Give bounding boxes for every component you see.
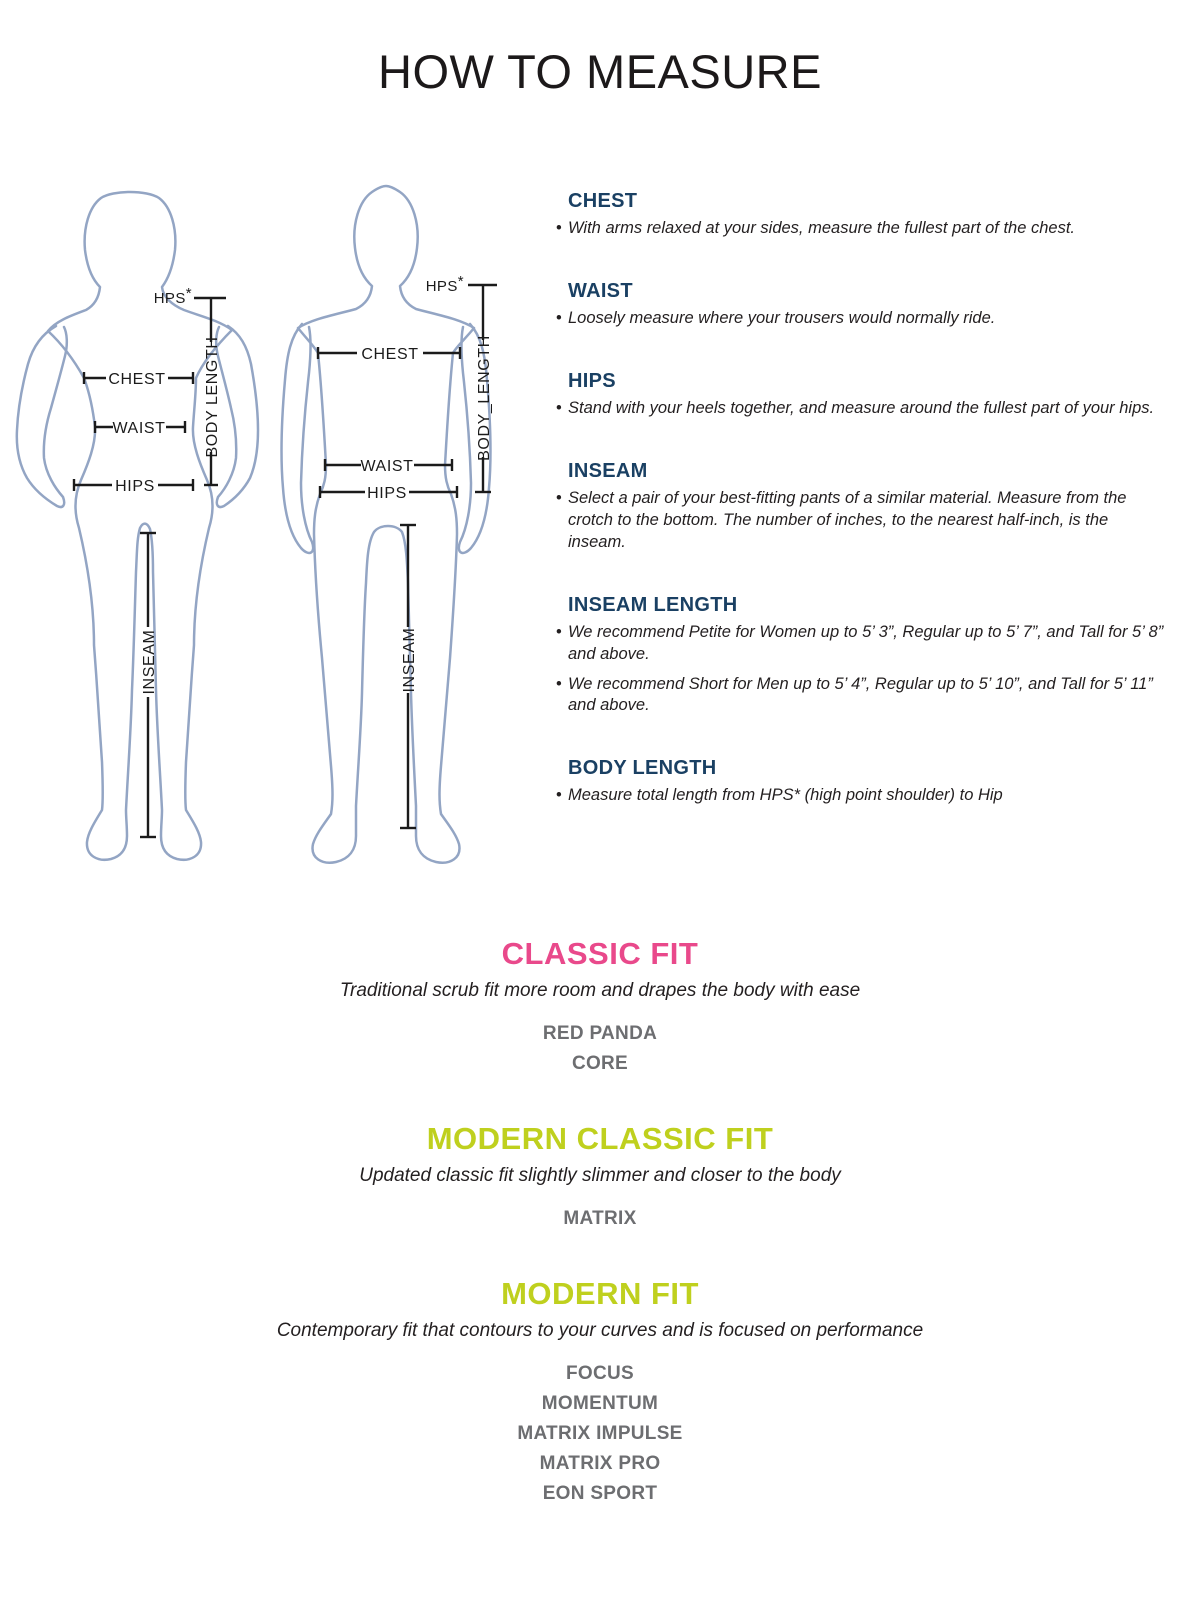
section-bullet: • Stand with your heels together, and measure around the fullest part of your hips.	[568, 398, 1168, 420]
fit-modern	[0, 1276, 1200, 1509]
section-heading: CHEST	[568, 190, 638, 212]
fit-brand-list	[0, 1204, 1200, 1234]
measurement-diagram	[0, 140, 540, 900]
brand-item: MATRIX IMPULSE	[517, 1423, 683, 1444]
section-heading: HIPS	[568, 369, 616, 392]
section-heading: WAIST	[568, 279, 633, 302]
measure-instructions	[556, 190, 1168, 847]
fit-name: MODERN CLASSIC FIT	[426, 1121, 774, 1156]
female-inseam-label: INSEAM	[141, 629, 158, 695]
section-body-length	[556, 757, 1168, 807]
female-figure	[17, 192, 258, 860]
male-left-arm-outline	[282, 324, 314, 553]
female-right-arm-outline	[216, 326, 258, 507]
fit-guide	[0, 936, 1200, 1509]
male-inseam-label: INSEAM	[401, 627, 418, 693]
fit-modern-classic	[0, 1121, 1200, 1234]
brand-item: MOMENTUM	[541, 1393, 659, 1414]
fit-description: Updated classic fit slightly slimmer and closer to the body	[359, 1165, 841, 1186]
section-inseam	[556, 460, 1168, 554]
brand-item: MATRIX	[563, 1208, 637, 1229]
fit-description: Contemporary fit that contours to your curves and is focused on performance	[276, 1320, 924, 1341]
fit-brand-list	[0, 1019, 1200, 1079]
female-waist-label: WAIST	[112, 420, 166, 437]
brand-item: RED PANDA	[542, 1023, 658, 1044]
section-bullet: • We recommend Short for Men up to 5’ 4”, Regular up to 5’ 10”, and Tall for 5’ 11” and above.	[568, 674, 1168, 718]
female-left-arm-outline	[17, 326, 67, 507]
section-bullet: • We recommend Petite for Women up to 5’ 3”, Regular up to 5’ 7”, and Tall for 5’ 8” and above.	[568, 622, 1168, 666]
male-hips-label: HIPS	[367, 485, 407, 502]
fit-name: MODERN FIT	[501, 1276, 699, 1311]
section-heading: INSEAM	[568, 459, 648, 482]
brand-item: CORE	[571, 1053, 629, 1074]
section-bullet: • With arms relaxed at your sides, measure the fullest part of the chest.	[568, 218, 1168, 240]
section-hips	[556, 370, 1168, 420]
section-bullet: • Select a pair of your best-fitting pants of a similar material. Measure from the crotch to the bottom. The number of inches, to the nearest half-inch, is the inseam.	[568, 488, 1168, 554]
section-inseam-length	[556, 594, 1168, 718]
female-body-length-label: BODY LENGTH	[204, 336, 221, 458]
fit-brand-list	[0, 1359, 1200, 1509]
female-hps-label: HPS*	[153, 285, 192, 307]
male-waist-label: WAIST	[360, 458, 414, 475]
female-hips-label: HIPS	[115, 478, 155, 495]
female-chest-label: CHEST	[108, 371, 166, 388]
section-bullet: • Loosely measure where your trousers would normally ride.	[568, 308, 1168, 330]
page-title: HOW TO MEASURE	[378, 45, 822, 98]
male-body-length-label: BODY_LENGTH	[476, 335, 493, 461]
fit-classic	[0, 936, 1200, 1079]
female-body-outline	[48, 192, 232, 860]
section-heading: INSEAM LENGTH	[568, 593, 738, 616]
section-chest	[556, 190, 1168, 240]
section-waist	[556, 280, 1168, 330]
section-heading: BODY LENGTH	[568, 757, 717, 780]
brand-item: MATRIX PRO	[539, 1453, 661, 1474]
male-chest-label: CHEST	[361, 346, 419, 363]
section-bullet: • Measure total length from HPS* (high point shoulder) to Hip	[568, 785, 1168, 807]
brand-item: EON SPORT	[542, 1483, 658, 1504]
fit-description: Traditional scrub fit more room and drapes the body with ease	[339, 980, 861, 1001]
fit-name: CLASSIC FIT	[501, 936, 699, 971]
brand-item: FOCUS	[566, 1363, 634, 1384]
male-hps-label: HPS*	[425, 273, 464, 295]
